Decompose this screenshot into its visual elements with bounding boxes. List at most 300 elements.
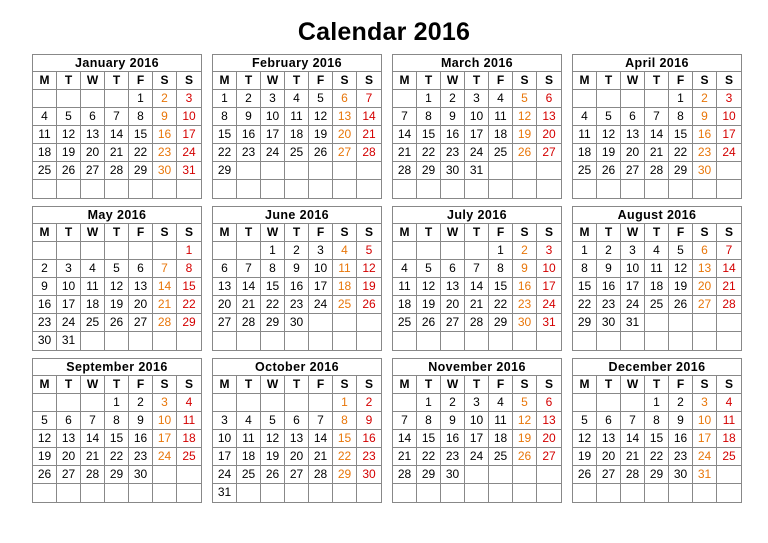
day-cell: 24 — [182, 145, 196, 159]
week-row — [573, 126, 741, 144]
empty-cell — [309, 180, 333, 198]
weekday-header-row — [573, 224, 741, 242]
week-row — [213, 448, 381, 466]
weekday-header: S — [724, 225, 733, 239]
day-cell: 24 — [213, 466, 237, 483]
weekday-header: F — [489, 224, 513, 241]
day-cell: 6 — [333, 90, 357, 107]
day-cell: 28 — [105, 162, 129, 179]
week-row — [573, 90, 741, 108]
day-cell: 17 — [153, 430, 177, 447]
day-cell: 30 — [33, 332, 57, 350]
month-title: March 2016 — [393, 55, 561, 72]
day-cell: 28 — [465, 314, 489, 331]
weekday-header: S — [333, 224, 357, 241]
day-cell: 31 — [465, 162, 489, 179]
day-cell: 31 — [621, 314, 645, 331]
day-cell: 14 — [237, 278, 261, 295]
weekday-header: W — [261, 224, 285, 241]
day-cell: 15 — [213, 126, 237, 143]
weekday-header: F — [669, 72, 693, 89]
week-row — [393, 126, 561, 144]
month-title: September 2016 — [33, 359, 201, 376]
day-cell: 20 — [542, 127, 556, 141]
week-row — [573, 466, 741, 484]
day-cell: 9 — [441, 108, 465, 125]
day-cell: 27 — [693, 296, 717, 313]
day-cell: 1 — [573, 242, 597, 259]
day-cell: 28 — [81, 466, 105, 483]
weekday-header-row — [573, 72, 741, 90]
week-row — [213, 278, 381, 296]
empty-cell — [417, 180, 441, 198]
empty-cell — [57, 90, 81, 107]
day-cell: 19 — [513, 126, 537, 143]
weekday-header: S — [513, 224, 537, 241]
day-cell: 25 — [285, 144, 309, 161]
day-cell: 1 — [417, 90, 441, 107]
day-cell: 27 — [597, 466, 621, 483]
day-cell: 18 — [81, 296, 105, 313]
weekday-header-row — [213, 72, 381, 90]
day-cell: 22 — [182, 297, 196, 311]
week-row — [33, 394, 201, 412]
week-row — [573, 394, 741, 412]
day-cell: 3 — [693, 394, 717, 411]
day-cell: 2 — [669, 394, 693, 411]
day-cell: 31 — [693, 466, 717, 483]
day-cell: 15 — [489, 278, 513, 295]
empty-cell — [57, 484, 81, 502]
empty-cell — [333, 314, 357, 331]
day-cell: 3 — [465, 90, 489, 107]
week-row — [393, 394, 561, 412]
day-cell: 6 — [441, 260, 465, 277]
week-row — [33, 314, 201, 332]
day-cell: 6 — [57, 412, 81, 429]
day-cell: 4 — [185, 395, 193, 409]
empty-cell — [153, 466, 177, 483]
empty-cell — [717, 332, 741, 350]
day-cell: 6 — [545, 395, 553, 409]
day-cell: 14 — [645, 126, 669, 143]
day-cell: 17 — [693, 430, 717, 447]
weekday-header: T — [417, 72, 441, 89]
day-cell: 3 — [545, 243, 553, 257]
day-cell: 22 — [417, 448, 441, 465]
day-cell: 23 — [597, 296, 621, 313]
day-cell: 18 — [182, 431, 196, 445]
month-block — [572, 358, 742, 503]
day-cell: 27 — [621, 162, 645, 179]
day-cell: 2 — [153, 90, 177, 107]
day-cell: 30 — [513, 314, 537, 331]
day-cell: 22 — [129, 144, 153, 161]
day-cell: 16 — [129, 430, 153, 447]
week-row — [33, 162, 201, 180]
empty-cell — [177, 484, 201, 502]
day-cell: 13 — [693, 260, 717, 277]
day-cell: 22 — [417, 144, 441, 161]
day-cell: 9 — [365, 413, 373, 427]
day-cell: 17 — [465, 430, 489, 447]
empty-cell — [717, 314, 741, 331]
day-cell: 1 — [489, 242, 513, 259]
empty-cell — [489, 180, 513, 198]
day-cell: 17 — [213, 448, 237, 465]
day-cell: 14 — [153, 278, 177, 295]
day-cell: 10 — [542, 261, 556, 275]
day-cell: 3 — [57, 260, 81, 277]
day-cell: 10 — [309, 260, 333, 277]
day-cell: 2 — [597, 242, 621, 259]
week-row — [33, 126, 201, 144]
day-cell: 8 — [105, 412, 129, 429]
day-cell: 16 — [597, 278, 621, 295]
weekday-header: M — [213, 376, 237, 393]
day-cell: 4 — [725, 395, 733, 409]
day-cell: 24 — [261, 144, 285, 161]
day-cell: 27 — [285, 466, 309, 483]
day-cell: 24 — [153, 448, 177, 465]
week-row — [393, 484, 561, 502]
week-row — [393, 314, 561, 332]
day-cell: 29 — [261, 314, 285, 331]
month-title: February 2016 — [213, 55, 381, 72]
week-row — [33, 242, 201, 260]
day-cell: 23 — [33, 314, 57, 331]
day-cell: 2 — [441, 394, 465, 411]
week-row — [213, 162, 381, 180]
week-row — [393, 296, 561, 314]
day-cell: 9 — [441, 412, 465, 429]
day-cell: 30 — [441, 162, 465, 179]
weekday-header: S — [153, 376, 177, 393]
month-title: July 2016 — [393, 207, 561, 224]
weekday-header: T — [237, 72, 261, 89]
day-cell: 11 — [489, 412, 513, 429]
day-cell: 25 — [333, 296, 357, 313]
day-cell: 15 — [261, 278, 285, 295]
day-cell: 21 — [465, 296, 489, 313]
empty-cell — [33, 484, 57, 502]
day-cell: 6 — [597, 412, 621, 429]
day-cell: 30 — [285, 314, 309, 331]
day-cell: 31 — [57, 332, 81, 350]
day-cell: 5 — [57, 108, 81, 125]
empty-cell — [621, 90, 645, 107]
month-title: October 2016 — [213, 359, 381, 376]
empty-cell — [237, 180, 261, 198]
day-cell: 22 — [333, 448, 357, 465]
week-row — [213, 430, 381, 448]
empty-cell — [645, 314, 669, 331]
day-cell: 7 — [309, 412, 333, 429]
week-row — [573, 144, 741, 162]
day-cell: 27 — [81, 162, 105, 179]
day-cell: 7 — [105, 108, 129, 125]
day-cell: 26 — [105, 314, 129, 331]
day-cell: 24 — [693, 448, 717, 465]
week-row — [393, 332, 561, 350]
day-cell: 28 — [621, 466, 645, 483]
weekday-header: S — [544, 225, 553, 239]
month-title: August 2016 — [573, 207, 741, 224]
week-row — [33, 260, 201, 278]
day-cell: 16 — [513, 278, 537, 295]
day-cell: 20 — [57, 448, 81, 465]
empty-cell — [357, 332, 381, 350]
empty-cell — [669, 314, 693, 331]
month-block — [212, 54, 382, 199]
empty-cell — [441, 484, 465, 502]
weekday-header: M — [393, 72, 417, 89]
day-cell: 25 — [489, 144, 513, 161]
day-cell: 15 — [129, 126, 153, 143]
month-block — [32, 54, 202, 199]
weekday-header: W — [261, 72, 285, 89]
day-cell: 9 — [513, 260, 537, 277]
day-cell: 6 — [81, 108, 105, 125]
empty-cell — [81, 332, 105, 350]
empty-cell — [129, 332, 153, 350]
empty-cell — [537, 484, 561, 502]
empty-cell — [213, 394, 237, 411]
week-row — [213, 108, 381, 126]
month-title: November 2016 — [393, 359, 561, 376]
day-cell: 23 — [153, 144, 177, 161]
week-row — [393, 144, 561, 162]
week-row — [213, 466, 381, 484]
day-cell: 13 — [542, 109, 556, 123]
day-cell: 29 — [129, 162, 153, 179]
empty-cell — [153, 332, 177, 350]
day-cell: 24 — [465, 144, 489, 161]
day-cell: 11 — [573, 126, 597, 143]
day-cell: 22 — [489, 296, 513, 313]
day-cell: 20 — [129, 296, 153, 313]
page-title: Calendar 2016 — [297, 18, 471, 46]
weekday-header: F — [669, 224, 693, 241]
day-cell: 3 — [185, 91, 193, 105]
day-cell: 2 — [365, 395, 373, 409]
weekday-header-row — [33, 224, 201, 242]
day-cell: 12 — [261, 430, 285, 447]
day-cell: 4 — [33, 108, 57, 125]
empty-cell — [669, 332, 693, 350]
day-cell: 29 — [182, 315, 196, 329]
day-cell: 21 — [237, 296, 261, 313]
empty-cell — [465, 242, 489, 259]
day-cell: 26 — [309, 144, 333, 161]
day-cell: 14 — [465, 278, 489, 295]
weekday-header: T — [105, 72, 129, 89]
weekday-header: S — [724, 73, 733, 87]
empty-cell — [57, 242, 81, 259]
day-cell: 1 — [213, 90, 237, 107]
empty-cell — [213, 180, 237, 198]
day-cell: 21 — [309, 448, 333, 465]
day-cell: 25 — [645, 296, 669, 313]
day-cell: 28 — [309, 466, 333, 483]
empty-cell — [537, 180, 561, 198]
day-cell: 4 — [393, 260, 417, 277]
empty-cell — [669, 180, 693, 198]
day-cell: 3 — [213, 412, 237, 429]
day-cell: 9 — [597, 260, 621, 277]
day-cell: 9 — [693, 108, 717, 125]
empty-cell — [105, 484, 129, 502]
weekday-header: S — [333, 72, 357, 89]
week-row — [33, 448, 201, 466]
day-cell: 6 — [621, 108, 645, 125]
day-cell: 6 — [693, 242, 717, 259]
weekday-header: F — [309, 224, 333, 241]
empty-cell — [309, 162, 333, 179]
day-cell: 1 — [185, 243, 193, 257]
day-cell: 7 — [365, 91, 373, 105]
day-cell: 29 — [213, 162, 237, 179]
day-cell: 18 — [722, 431, 736, 445]
day-cell: 2 — [285, 242, 309, 259]
day-cell: 17 — [621, 278, 645, 295]
day-cell: 1 — [333, 394, 357, 411]
empty-cell — [621, 394, 645, 411]
empty-cell — [597, 90, 621, 107]
day-cell: 12 — [417, 278, 441, 295]
month-block — [392, 54, 562, 199]
day-cell: 12 — [573, 430, 597, 447]
day-cell: 16 — [693, 126, 717, 143]
day-cell: 7 — [645, 108, 669, 125]
weekday-header: S — [693, 224, 717, 241]
weekday-header: T — [285, 224, 309, 241]
day-cell: 25 — [393, 314, 417, 331]
day-cell: 27 — [213, 314, 237, 331]
day-cell: 2 — [441, 90, 465, 107]
weekday-header: T — [465, 224, 489, 241]
empty-cell — [693, 180, 717, 198]
weekday-header: T — [105, 224, 129, 241]
week-row — [573, 296, 741, 314]
empty-cell — [645, 90, 669, 107]
empty-cell — [33, 90, 57, 107]
day-cell: 11 — [722, 413, 736, 427]
week-row — [33, 412, 201, 430]
weekday-header: T — [417, 224, 441, 241]
day-cell: 23 — [441, 448, 465, 465]
weekday-header: T — [465, 376, 489, 393]
empty-cell — [105, 332, 129, 350]
day-cell: 16 — [669, 430, 693, 447]
week-row — [213, 260, 381, 278]
weekday-header: T — [105, 376, 129, 393]
day-cell: 13 — [129, 278, 153, 295]
day-cell: 25 — [237, 466, 261, 483]
empty-cell — [465, 466, 489, 483]
day-cell: 23 — [362, 449, 376, 463]
empty-cell — [669, 484, 693, 502]
month-title: December 2016 — [573, 359, 741, 376]
day-cell: 23 — [129, 448, 153, 465]
day-cell: 16 — [153, 126, 177, 143]
day-cell: 28 — [393, 162, 417, 179]
empty-cell — [513, 180, 537, 198]
empty-cell — [81, 180, 105, 198]
day-cell: 5 — [261, 412, 285, 429]
empty-cell — [285, 484, 309, 502]
weekday-header: T — [597, 376, 621, 393]
day-cell: 1 — [129, 90, 153, 107]
day-cell: 29 — [333, 466, 357, 483]
week-row — [213, 394, 381, 412]
day-cell: 6 — [129, 260, 153, 277]
day-cell: 13 — [597, 430, 621, 447]
day-cell: 13 — [542, 413, 556, 427]
day-cell: 10 — [153, 412, 177, 429]
day-cell: 7 — [237, 260, 261, 277]
day-cell: 12 — [669, 260, 693, 277]
weekday-header: F — [669, 376, 693, 393]
empty-cell — [177, 332, 201, 350]
day-cell: 1 — [105, 394, 129, 411]
week-row — [213, 332, 381, 350]
weekday-header: S — [153, 72, 177, 89]
day-cell: 11 — [182, 413, 196, 427]
empty-cell — [489, 484, 513, 502]
weekday-header: S — [544, 73, 553, 87]
day-cell: 7 — [153, 260, 177, 277]
day-cell: 26 — [513, 144, 537, 161]
day-cell: 14 — [362, 109, 376, 123]
month-block — [212, 206, 382, 351]
empty-cell — [261, 332, 285, 350]
day-cell: 1 — [417, 394, 441, 411]
day-cell: 11 — [333, 260, 357, 277]
empty-cell — [717, 466, 741, 483]
day-cell: 10 — [182, 109, 196, 123]
day-cell: 12 — [513, 108, 537, 125]
day-cell: 5 — [669, 242, 693, 259]
day-cell: 15 — [333, 430, 357, 447]
empty-cell — [393, 332, 417, 350]
weekday-header: T — [597, 224, 621, 241]
day-cell: 23 — [285, 296, 309, 313]
week-row — [393, 448, 561, 466]
empty-cell — [645, 180, 669, 198]
empty-cell — [573, 180, 597, 198]
day-cell: 31 — [182, 163, 196, 177]
day-cell: 28 — [362, 145, 376, 159]
week-row — [573, 260, 741, 278]
day-cell: 24 — [722, 145, 736, 159]
day-cell: 13 — [57, 430, 81, 447]
weekday-header: T — [645, 376, 669, 393]
day-cell: 9 — [237, 108, 261, 125]
week-row — [33, 332, 201, 350]
day-cell: 24 — [621, 296, 645, 313]
empty-cell — [441, 242, 465, 259]
week-row — [33, 144, 201, 162]
day-cell: 21 — [621, 448, 645, 465]
weekday-header: W — [81, 72, 105, 89]
weekday-header: F — [489, 72, 513, 89]
weekday-header: S — [333, 376, 357, 393]
day-cell: 17 — [182, 127, 196, 141]
empty-cell — [465, 484, 489, 502]
week-row — [393, 180, 561, 198]
day-cell: 8 — [129, 108, 153, 125]
